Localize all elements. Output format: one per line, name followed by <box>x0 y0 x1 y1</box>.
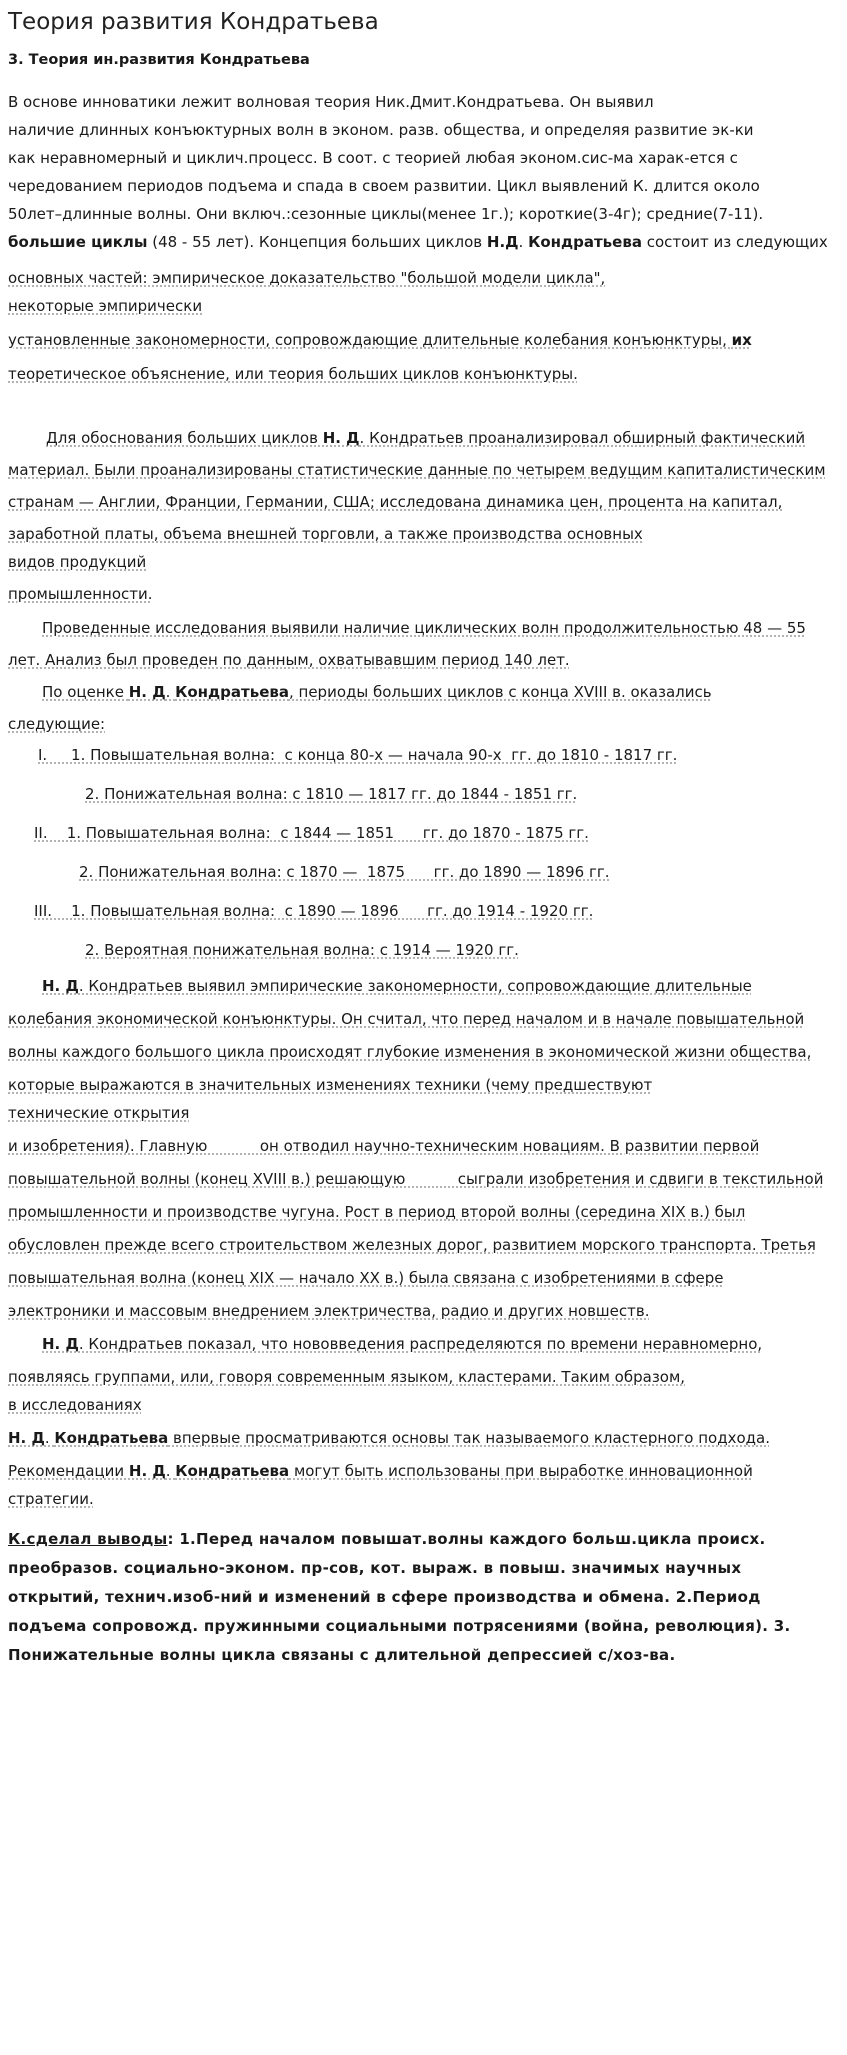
parts-line-1: основных частей: эмпирическое доказательство "большой модели цикла", <box>8 269 606 287</box>
author-initials: Н.Д <box>486 233 519 251</box>
intro-line-5: 50лет–длинные волны. Они включ.:сезонные циклы(менее 1г.); короткие(3-4г); средние(7-11). <box>8 205 764 223</box>
para2-line-5: видов продукций <box>8 553 147 571</box>
para5-line-6: и изобретения). Главную он отводил научно-техническим новациям. В развитии первой <box>8 1137 760 1155</box>
para5-line-3: волны каждого большого цикла происходят глубокие изменения в экономической жизни общества, <box>8 1043 812 1061</box>
para6-initials: Н. Д <box>8 1429 45 1447</box>
wave-2-up: II. 1. Повышательная волна: с 1844 — 1851 гг. до 1870 - 1875 гг. <box>34 824 589 842</box>
para6-tail: впервые просматриваются основы так называемого кластерного подхода. <box>168 1429 770 1447</box>
big-cycles-text-1: (48 - 55 лет). Концепция больших циклов <box>147 233 487 251</box>
intro-line-3: как неравномерный и циклич.процесс. В соот. с теорией любая эконом.сис-ма харак-ется с <box>8 149 738 167</box>
para5-line-5: технические открытия <box>8 1104 190 1122</box>
para6-line-3: в исследованиях <box>8 1396 142 1414</box>
para5-line-4: которые выражаются в значительных изменениях техники (чему предшествуют <box>8 1076 653 1094</box>
wave-1-down: 2. Понижательная волна: с 1810 — 1817 гг. до 1844 - 1851 гг. <box>85 785 578 803</box>
para7-surname: Кондратьева <box>175 1462 290 1480</box>
para4-dot: . <box>165 683 176 701</box>
para5-first: . Кондратьев выявил эмпирические закономерности, сопровождающие длительные <box>78 977 752 995</box>
para4-line-1 <box>8 678 837 706</box>
wave-3-down: 2. Вероятная понижательная волна: с 1914 — 1920 гг. <box>85 941 519 959</box>
para3-line-2: лет. Анализ был проведен по данным, охватывавшим период 140 лет. <box>8 651 570 669</box>
intro-line-1: В основе инноватики лежит волновая теория Ник.Дмит.Кондратьева. Он выявил <box>8 93 654 111</box>
para5-line-11: электроники и массовым внедрением электричества, радио и других новшеств. <box>8 1302 650 1320</box>
wave-3-up: III. 1. Повышательная волна: с 1890 — 1896 гг. до 1914 - 1920 гг. <box>34 902 594 920</box>
intro-line-4: чередованием периодов подъема и спада в своем развитии. Цикл выявлений К. длится около <box>8 177 760 195</box>
para4-pre: По оценке <box>42 683 129 701</box>
para6-surname: Кондратьева <box>54 1429 169 1447</box>
parts-line-3-text: установленные закономерности, сопровождающие длительные колебания конъюнктуры, <box>8 331 732 349</box>
para6-line-1 <box>8 1330 837 1358</box>
para7 <box>8 1457 837 1513</box>
para5-line-7: повышательной волны (конец XVIII в.) решающую сыграли изобретения и сдвиги в текстильной <box>8 1170 824 1188</box>
para7-dot: . <box>165 1462 176 1480</box>
para5-author: Н. Д <box>42 977 79 995</box>
para6-first: . Кондратьев показал, что нововведения распределяются по времени неравномерно, <box>78 1335 763 1353</box>
para7-initials: Н. Д <box>128 1462 166 1480</box>
wave-1-up: I. 1. Повышательная волна: с конца 80-х — начала 90-х гг. до 1810 - 1817 гг. <box>38 746 678 764</box>
conclusion-text: : 1.Перед началом повышат.волны каждого больш.цикла происх. преобразов. социально-эконом. пр-сов, кот. выраж. в повыш. значимых научных открытий, технич.изоб-ний и изменений в сфере производства и обмена. 2.Период подъема сопровожд. пружинными социальными потрясениями (война, революция). 3. Понижательные волны цикла связаны с длительной депрессией с/хоз-ва. <box>8 1530 791 1664</box>
author-surname: Кондратьева <box>528 233 642 251</box>
para7-pre: Рекомендации <box>8 1462 129 1480</box>
big-cycles-dot: . <box>518 233 529 251</box>
para7-post: могут быть использованы при выработке инновационной стратегии. <box>8 1462 753 1508</box>
para2-line-1 <box>8 424 837 452</box>
parts-line-3-bold: их <box>731 331 752 349</box>
para2-pre: Для обоснования больших циклов <box>46 429 323 447</box>
parts-line-2: некоторые эмпирически <box>8 297 203 315</box>
conclusion-label: К.сделал выводы <box>8 1530 168 1548</box>
para5-line-9: обусловлен прежде всего строительством железных дорог, развитием морского транспорта. Третья <box>8 1236 816 1254</box>
para2-line-6: промышленности. <box>8 585 153 603</box>
para6-dot: . <box>44 1429 55 1447</box>
para3-line-1: Проведенные исследования выявили наличие циклических волн продолжительностью 48 — 55 <box>42 619 806 637</box>
para5-line-2: колебания экономической конъюнктуры. Он считал, что перед началом и в начале повышательной <box>8 1010 805 1028</box>
para6-line-2: появляясь группами, или, говоря современным языком, кластерами. Таким образом, <box>8 1368 686 1386</box>
para2-line-3: странам — Англии, Франции, Германии, США; исследована динамика цен, процента на капитал, <box>8 493 783 511</box>
big-cycles-text-2: состоит из следующих <box>641 233 828 251</box>
para2-post: . Кондратьев проанализировал обширный фактический <box>359 429 806 447</box>
page-title: Теория развития Кондратьева <box>8 9 379 35</box>
para5-line-8: промышленности и производстве чугуна. Рост в период второй волны (середина XIX в.) был <box>8 1203 746 1221</box>
para2-author: Н. Д <box>322 429 360 447</box>
para4-line-2: следующие: <box>8 715 106 733</box>
wave-2-down: 2. Понижательная волна: с 1870 — 1875 гг. до 1890 — 1896 гг. <box>79 863 610 881</box>
parts-line-4: теоретическое объяснение, или теория больших циклов конъюнктуры. <box>8 365 578 383</box>
big-cycles-term: большие циклы <box>8 233 148 251</box>
para4-initials: Н. Д <box>128 683 166 701</box>
intro-line-2: наличие длинных конъюктурных волн в эконом. разв. общества, и определяя развитие эк-ки <box>8 121 754 139</box>
para6-line-4 <box>8 1424 837 1452</box>
big-cycles-line <box>8 228 837 256</box>
para2-line-4: заработной платы, объема внешней торговли, а также производства основных <box>8 525 643 543</box>
section-subtitle: 3. Теория ин.развития Кондратьева <box>8 52 310 68</box>
para5-line-1 <box>8 972 837 1000</box>
para5-line-10: повышательная волна (конец XIX — начало XX в.) была связана с изобретениями в сфере <box>8 1269 724 1287</box>
para2-line-2: материал. Были проанализированы статистические данные по четырем ведущим капиталистическим <box>8 461 826 479</box>
para4-surname: Кондратьева <box>175 683 289 701</box>
para4-post: , периоды больших циклов с конца XVIII в. оказались <box>288 683 712 701</box>
para6-author: Н. Д <box>42 1335 79 1353</box>
conclusion <box>8 1525 837 1670</box>
parts-line-3 <box>8 326 837 354</box>
